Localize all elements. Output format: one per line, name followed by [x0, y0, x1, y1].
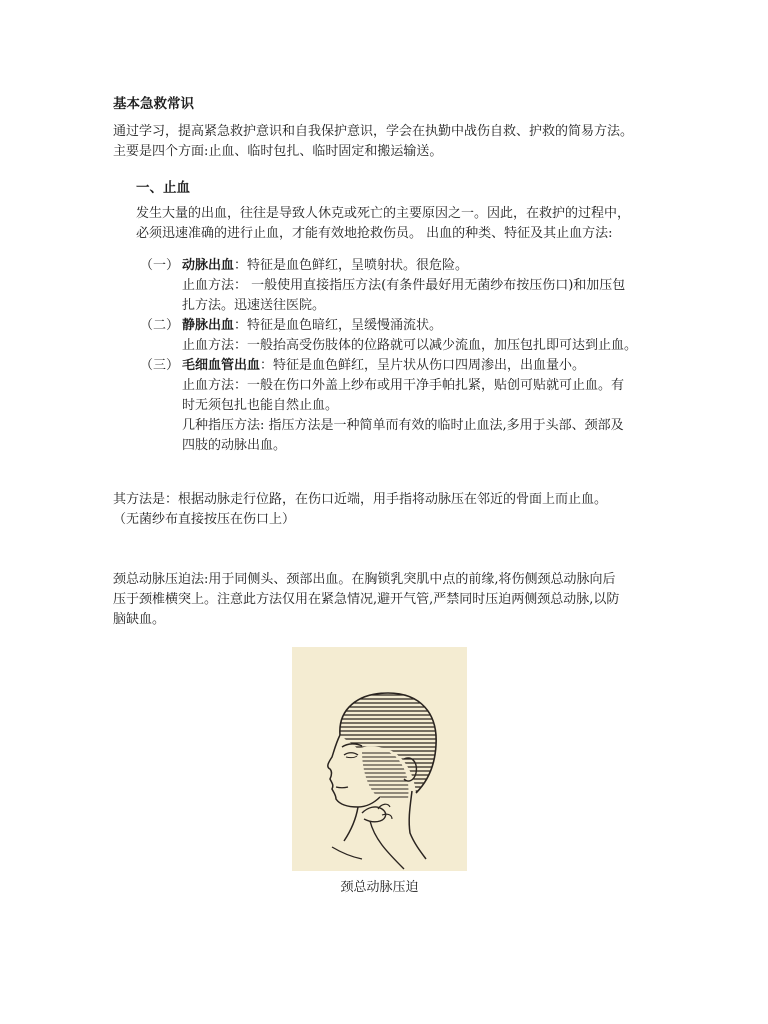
- carotid-paragraph: [113, 570, 673, 630]
- bleeding-types-list: [140, 256, 680, 456]
- item-method-line: 几种指压方法: 指压方法是一种简单而有效的临时止血法,多用于头部、颈部及: [182, 418, 624, 433]
- item-method-line: 四肢的动脉出血。: [182, 438, 287, 453]
- carotid-line: 脑缺血。: [113, 612, 166, 627]
- method-line: （无菌纱布直接按压在伤口上）: [113, 512, 296, 527]
- item-name: 毛细血管出血: [182, 358, 261, 373]
- intro-line: 主要是四个方面:止血、临时包扎、临时固定和搬运输送。: [113, 144, 443, 159]
- section-heading-bleeding: 一、止血: [136, 180, 190, 196]
- document-title: 基本急救常识: [113, 96, 194, 112]
- method-line: 其方法是：根据动脉走行位路，在伤口近端，用手指将动脉压在邻近的骨面上而止血。: [113, 492, 608, 507]
- bleeding-intro-paragraph: [136, 204, 671, 244]
- item-name: 静脉出血: [182, 318, 235, 333]
- item-number: （一）: [140, 258, 180, 273]
- carotid-line: 压于颈椎横突上。注意此方法仅用在紧急情况,避开气管,严禁同时压迫两侧颈总动脉,以防: [113, 592, 620, 607]
- item-number: （三）: [140, 358, 180, 373]
- item-number: （二）: [140, 318, 180, 333]
- list-item-venous: [140, 316, 680, 336]
- list-item-capillary: [140, 356, 680, 376]
- head-illustration: [292, 647, 467, 871]
- carotid-compression-figure: [292, 647, 467, 871]
- item-method-line: 止血方法： 一般使用直接指压方法(有条件最好用无菌纱布按压伤口)和加压包: [182, 278, 626, 293]
- item-method-line: 止血方法：一般抬高受伤肢体的位路就可以减少流血，加压包扎即可达到止血。: [182, 338, 638, 353]
- item-feature: ：特征是血色鲜红，呈片状从伤口四周渗出，出血量小。: [260, 358, 586, 373]
- item-method-line: 时无须包扎也能自然止血。: [182, 398, 339, 413]
- pressure-method-paragraph: [113, 490, 673, 530]
- intro-paragraph: [113, 122, 673, 162]
- bleeding-intro-line: 发生大量的出血，往往是导致人休克或死亡的主要原因之一。因此，在救护的过程中，: [136, 206, 631, 221]
- item-name: 动脉出血: [182, 258, 235, 273]
- item-feature: ：特征是血色暗红，呈缓慢涌流状。: [234, 318, 443, 333]
- bleeding-intro-line: 必须迅速准确的进行止血，才能有效地抢救伤员。 出血的种类、特征及其止血方法:: [136, 226, 613, 241]
- item-method-line: 止血方法：一般在伤口外盖上纱布或用干净手帕扎紧，贴创可贴就可止血。有: [182, 378, 625, 393]
- item-feature: ：特征是血色鲜红，呈喷射状。很危险。: [234, 258, 469, 273]
- intro-line: 通过学习，提高紧急救护意识和自我保护意识，学会在执勤中战伤自救、护救的简易方法。: [113, 124, 634, 139]
- list-item-arterial: [140, 256, 680, 276]
- carotid-line: 颈总动脉压迫法:用于同侧头、颈部出血。在胸锁乳突肌中点的前缘,将伤侧颈总动脉向后: [113, 572, 616, 587]
- item-method-line: 扎方法。迅速送往医院。: [182, 298, 326, 313]
- figure-caption: 颈总动脉压迫: [340, 880, 419, 895]
